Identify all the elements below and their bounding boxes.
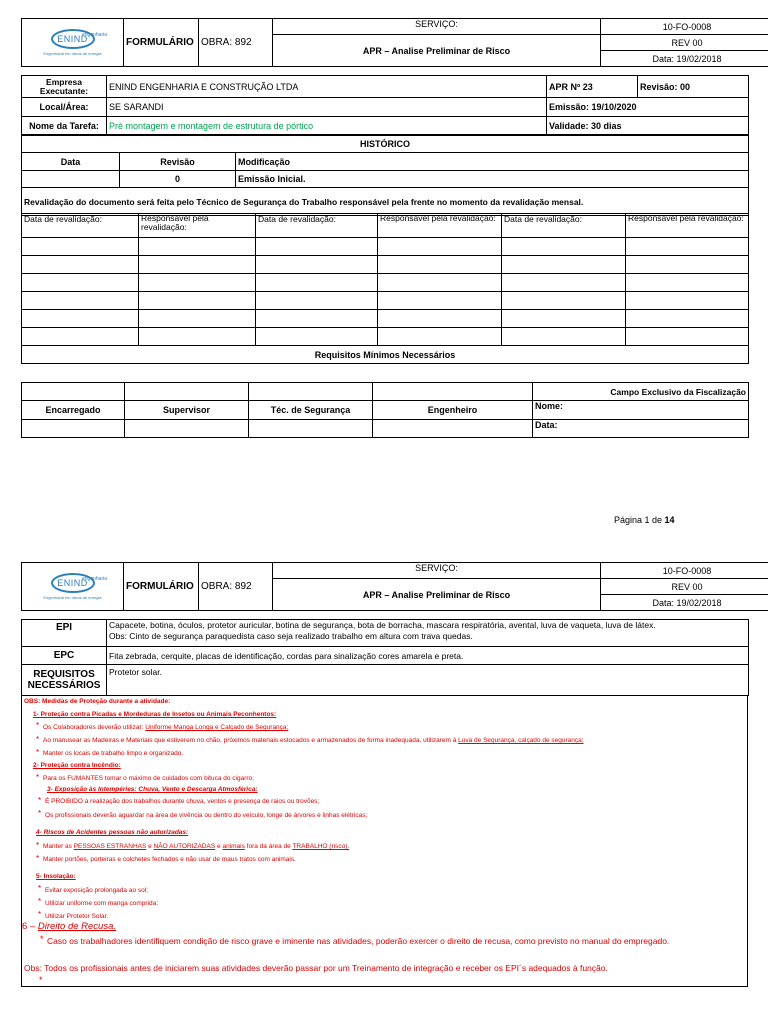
sign-supervisor: Supervisor — [125, 401, 249, 420]
s1-item-b: Ao manusear as Madeiras e Materiais que estiverem no chão, próximos materiais estocados e armazenados de forma inadequada, utilizarem à Luva de Segurança, calçado de segurança; — [43, 737, 584, 744]
signature-table — [21, 382, 749, 438]
emissao: Emissão: 19/10/2020 — [547, 98, 749, 117]
epi-value: Capacete, botina, óculos, protetor auricular, botina de segurança, bota de borracha, mascara respiratória, avental, luva de vaqueta, luva de látex. Obs: Cinto de segurança paraquedista caso seja realizado trabalho em altura com trava quedas. — [107, 620, 749, 647]
validade: Validade: 30 dias — [547, 117, 749, 136]
section-2-title: 2- Proteção contra Incêndio: — [33, 762, 121, 769]
obra-label: OBRA: 892 — [199, 563, 273, 611]
historico-title: HISTÓRICO — [22, 135, 749, 153]
tarefa-value: Pré montagem e montagem de estrutura de pórtico — [107, 117, 547, 136]
sign-tec-seguranca: Téc. de Segurança — [249, 401, 373, 420]
obra-label: OBRA: 892 — [199, 19, 273, 67]
fisc-nome: Nome: — [533, 401, 749, 420]
hist-row-data — [22, 171, 120, 188]
doc-date: Data: 19/02/2018 — [601, 595, 768, 611]
s5-item-a: Evitar exposição prolongada ao sol; — [45, 887, 148, 894]
local-value: SE SARANDI — [107, 98, 547, 117]
s4-item-b: Manter portões, porteiras e colchetes fechados e não usar de maus tratos com animais. — [43, 856, 296, 863]
sign-engenheiro: Engenheiro — [373, 401, 533, 420]
s4-item-a: Manter as PESSOAS ESTRANHAS e NÃO AUTORIZADAS e animais fora da área de TRABALHO (risco). — [43, 843, 350, 850]
section-3-title: 3- Exposição às Intempéries: Chuva, Vento e Descarga Atmosférica: — [47, 786, 258, 793]
bullet: * — [38, 884, 42, 893]
epi-label: EPI — [22, 620, 107, 647]
epi-table — [21, 619, 749, 696]
section-4-title: 4- Riscos de Acidentes pessoas não autorizadas: — [36, 829, 189, 836]
bullet: * — [38, 796, 42, 805]
servico-label: SERVIÇO: — [273, 19, 601, 35]
requisitos-label: REQUISITOS NECESSÁRIOS — [22, 665, 107, 696]
section-6-title: 6 – Direito de Recusa. — [22, 921, 117, 932]
reval-row — [22, 310, 749, 328]
tarefa-label: Nome da Tarefa: — [22, 117, 107, 136]
reval-header: Responsável pela revalidação: — [626, 214, 749, 238]
requisitos-value: Protetor solar. — [107, 665, 749, 696]
doc-rev: REV 00 — [601, 35, 768, 51]
campo-exclusivo: Campo Exclusivo da Fiscalização — [533, 383, 749, 401]
revalidacao-table — [21, 213, 749, 364]
apr-number: APR Nº 23 — [547, 76, 638, 98]
s1-item-c: Manter os locais de trabalho limpo e organizado. — [43, 750, 184, 757]
reval-header: Responsável pela revalidação: — [378, 214, 502, 238]
bullet: * — [36, 854, 40, 863]
empresa-label: Empresa Executante: — [22, 76, 107, 98]
hist-header-modificacao: Modificação — [236, 153, 749, 171]
epc-label: EPC — [22, 647, 107, 665]
bullet: * — [36, 841, 40, 850]
doc-code: 10-FO-0008 — [601, 563, 768, 579]
bullet: * — [36, 748, 40, 757]
s3-item-b: Os profissionais deverão aguardar na área de vivência ou dentro do veículo, longe de árvores e linhas elétricas; — [45, 812, 368, 819]
hist-row-modificacao: Emissão Inicial. — [236, 171, 749, 188]
apr-info-table — [21, 75, 749, 136]
apr-revisao: Revisão: 00 — [638, 76, 749, 98]
section-5-title: 5- Insolação: — [36, 873, 76, 880]
doc-rev: REV 00 — [601, 579, 768, 595]
empresa-value: ENIND ENGENHARIA E CONSTRUÇÃO LTDA — [107, 76, 547, 98]
s3-item-a: É PROIBIDO à realização dos trabalhos durante chuva, ventos e presença de raios ou trovões; — [45, 798, 320, 805]
bullet: * — [40, 934, 44, 944]
reval-row — [22, 256, 749, 274]
logo-cell: ENIND Engenharia em obras de energia engenharia — [22, 563, 124, 611]
enind-logo: ENIND — [51, 29, 95, 49]
sign-encarregado: Encarregado — [22, 401, 125, 420]
section-1-title: 1- Proteção contra Picadas e Mordeduras de Insetos ou Animais Peconhentos: — [33, 711, 277, 718]
historico-table — [21, 134, 749, 216]
doc-date: Data: 19/02/2018 — [601, 51, 768, 67]
obs-final: Obs: Todos os profissionais antes de iniciarem suas atividades deverão passar por um Treinamento de integração e receber os EPI´s adequados à função. — [24, 963, 608, 973]
obs-title: OBS: Medidas de Proteção durante a atividade: — [24, 698, 171, 705]
revalidacao-text: Revalidação do documento será feita pelo Técnico de Segurança do Trabalho responsável pela frente no momento da revalidação mensal. — [22, 188, 749, 216]
page-number: Página 1 de 14 — [614, 515, 675, 525]
hist-row-revisao: 0 — [120, 171, 236, 188]
doc-code: 10-FO-0008 — [601, 19, 768, 35]
s5-item-c: Utilizar Protetor Solar. — [45, 913, 109, 920]
formulario-label: FORMULÁRIO — [124, 563, 199, 611]
bullet: * — [36, 773, 40, 782]
formulario-label: FORMULÁRIO — [124, 19, 199, 67]
local-label: Local/Área: — [22, 98, 107, 117]
reval-header: Data de revalidação: — [22, 214, 139, 238]
bullet: * — [36, 721, 40, 730]
reval-row — [22, 328, 749, 346]
doc-title: APR – Analise Preliminar de Risco — [273, 35, 601, 67]
bullet: * — [38, 809, 42, 818]
s6-item-a: Caso os trabalhadores identifiquem condição de risco grave e iminente nas atividades, poderão exercer o direito de recusa, como previsto no manual do empregado. — [47, 936, 670, 946]
enind-logo: ENIND — [51, 573, 95, 593]
hist-header-revisao: Revisão — [120, 153, 236, 171]
s5-item-b: Utilizar uniforme com manga comprida; — [45, 900, 159, 907]
reval-row — [22, 292, 749, 310]
reval-header: Data de revalidação: — [256, 214, 378, 238]
bullet: * — [38, 910, 42, 919]
doc-title: APR – Analise Preliminar de Risco — [273, 579, 601, 611]
reval-row — [22, 238, 749, 256]
reval-header: Data de revalidação: — [502, 214, 626, 238]
epc-value: Fita zebrada, cerquite, placas de identificação, cordas para sinalização cores amarela e preta. — [107, 647, 749, 665]
reval-header: Responsável pela revalidação: — [139, 214, 256, 238]
s2-item-a: Para os FUMANTES tomar o máximo de cuidados com bituca do cigarro; — [43, 775, 254, 782]
logo-cell: ENIND Engenharia em obras de energia engenharia — [22, 19, 124, 67]
requisitos-minimos: Requisitos Mínimos Necessários — [22, 346, 749, 364]
hist-header-data: Data — [22, 153, 120, 171]
bullet: * — [39, 975, 43, 985]
reval-row — [22, 274, 749, 292]
bullet: * — [36, 735, 40, 744]
fisc-data: Data: — [533, 420, 749, 438]
bullet: * — [38, 897, 42, 906]
s1-item-a: Os Colaboradores deverão utilizar: Uniforme Manga Longa e Calçado de Segurança; — [43, 724, 289, 731]
servico-label: SERVIÇO: — [273, 563, 601, 579]
